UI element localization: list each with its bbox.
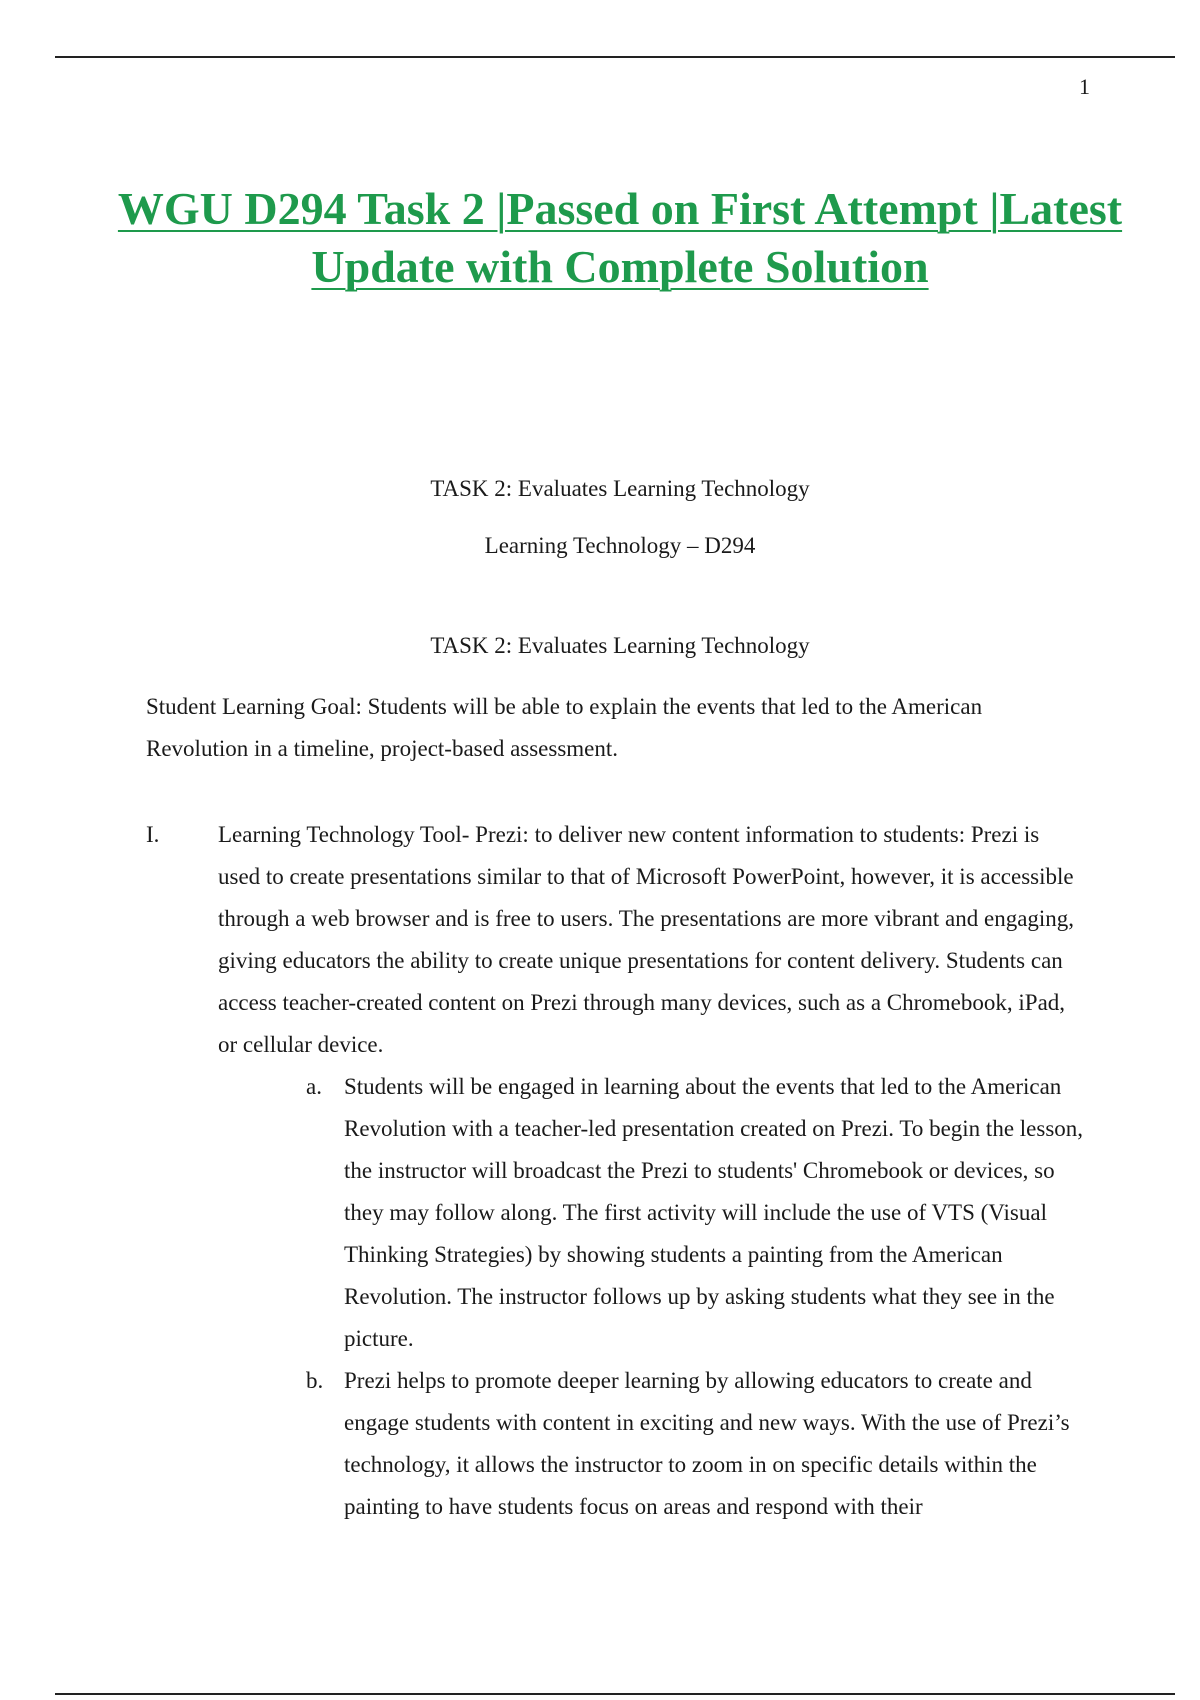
student-learning-goal: Student Learning Goal: Students will be able to explain the events that led to the American Revolution in a timeline, project-based assessment. [146, 694, 983, 761]
cover-task-title: TASK 2: Evaluates Learning Technology [430, 476, 810, 501]
list-item-b [306, 1360, 1086, 1528]
footer-rule [55, 1693, 1175, 1695]
cover-course-title: Learning Technology – D294 [484, 533, 756, 558]
header-rule [55, 56, 1175, 58]
list-item-a [306, 1066, 1086, 1360]
list-item-b-marker: b. [306, 1368, 324, 1393]
section-i-text: Learning Technology Tool- Prezi: to deliver new content information to students: Prezi is used to create presentations similar to that of Microsoft PowerPoint, however, it is accessible through a web browser and is free to users. The presentations are more vibrant and engaging, giving educators the ability to create unique presentations for content delivery. Students can access teacher-created content on Prezi through many devices, such as a Chromebook, iPad, or cellular device. [218, 822, 1075, 1057]
list-item-b-text: Prezi helps to promote deeper learning by allowing educators to create and engage students with content in exciting and new ways. With the use of Prezi’s technology, it allows the instructor to zoom in on specific details within the painting to have students focus on areas and respond with their [344, 1368, 1070, 1519]
list-item-a-text: Students will be engaged in learning about the events that led to the American Revolution with a teacher-led presentation created on Prezi. To begin the lesson, the instructor will broadcast the Prezi to students' Chromebook or devices, so they may follow along. The first activity will include the use of VTS (Visual Thinking Strategies) by showing students a painting from the American Revolution. The instructor follows up by asking students what they see in the picture. [344, 1074, 1084, 1351]
document-title: WGU D294 Task 2 |Passed on First Attempt |Latest Update with Complete Solution [117, 183, 1123, 292]
section-i-marker: I. [146, 822, 160, 847]
section-i [146, 814, 1086, 1066]
page-number: 1 [1079, 74, 1090, 99]
list-item-a-marker: a. [306, 1074, 322, 1099]
section-heading: TASK 2: Evaluates Learning Technology [430, 633, 810, 658]
